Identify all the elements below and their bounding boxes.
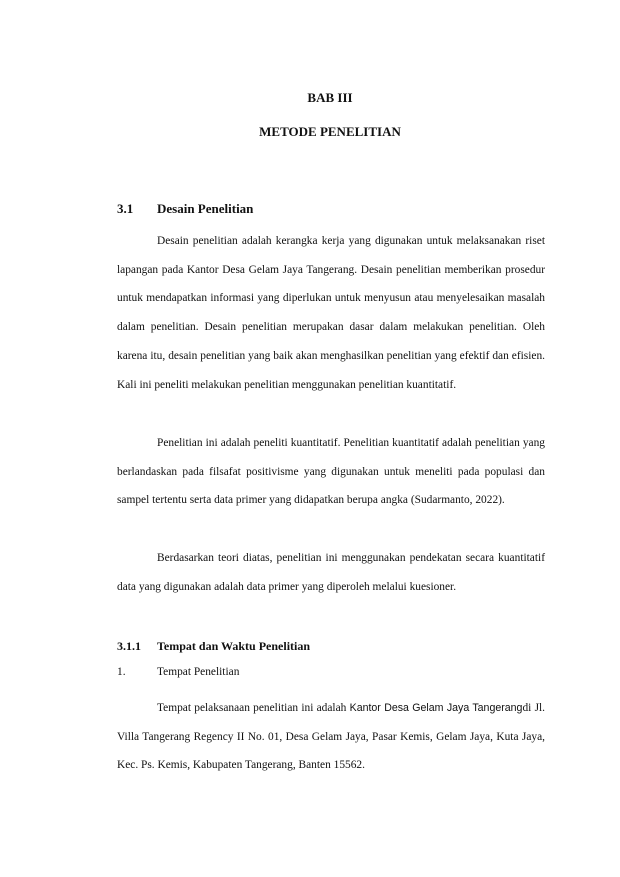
location-address: di Jl. Villa Tangerang Regency II No. 01, Desa Gelam Jaya, Pasar Kemis, Gelam Jaya, Kuta Jaya, Kec. Ps. Kemis, Kabupaten Tangerang, Banten 15562. [117, 702, 546, 772]
section-title: Desain Penelitian [157, 201, 254, 216]
chapter-number: BAB III [307, 90, 353, 105]
subsection-title: Tempat dan Waktu Penelitian [157, 639, 311, 653]
list-item-number: 1. [117, 666, 126, 678]
list-item-title: Tempat Penelitian [157, 666, 240, 678]
paragraph-location [117, 694, 545, 780]
paragraph-quantitative: Penelitian ini adalah peneliti kuantitatif. Penelitian kuantitatif adalah penelitian yang berlandaskan pada filsafat positivisme yang digunakan untuk meneliti pada populasi dan sampel tertentu serta data primer yang didapatkan berupa angka (Sudarmanto, 2022). [117, 437, 545, 507]
section-number: 3.1 [117, 201, 134, 216]
chapter-title: METODE PENELITIAN [259, 124, 401, 139]
location-lead: Tempat pelaksanaan penelitian ini adalah [157, 702, 347, 714]
location-place: Kantor Desa Gelam Jaya Tangerang [349, 702, 523, 714]
subsection-number: 3.1.1 [117, 639, 141, 653]
paragraph-design: Desain penelitian adalah kerangka kerja yang digunakan untuk melaksanakan riset lapangan pada Kantor Desa Gelam Jaya Tangerang. Desain penelitian memberikan prosedur untuk mendapatkan informasi yang diperlukan untuk menyusun atau menyelesaikan masalah dalam penelitian. Desain penelitian merupakan dasar dalam melakukan penelitian. Oleh karena itu, desain penelitian yang baik akan menghasilkan penelitian yang efektif dan efisien. Kali ini peneliti melakukan penelitian menggunakan penelitian kuantitatif. [117, 235, 545, 391]
paragraph-approach: Berdasarkan teori diatas, penelitian ini menggunakan pendekatan secara kuantitatif data yang digunakan adalah data primer yang diperoleh melalui kuesioner. [117, 552, 545, 593]
